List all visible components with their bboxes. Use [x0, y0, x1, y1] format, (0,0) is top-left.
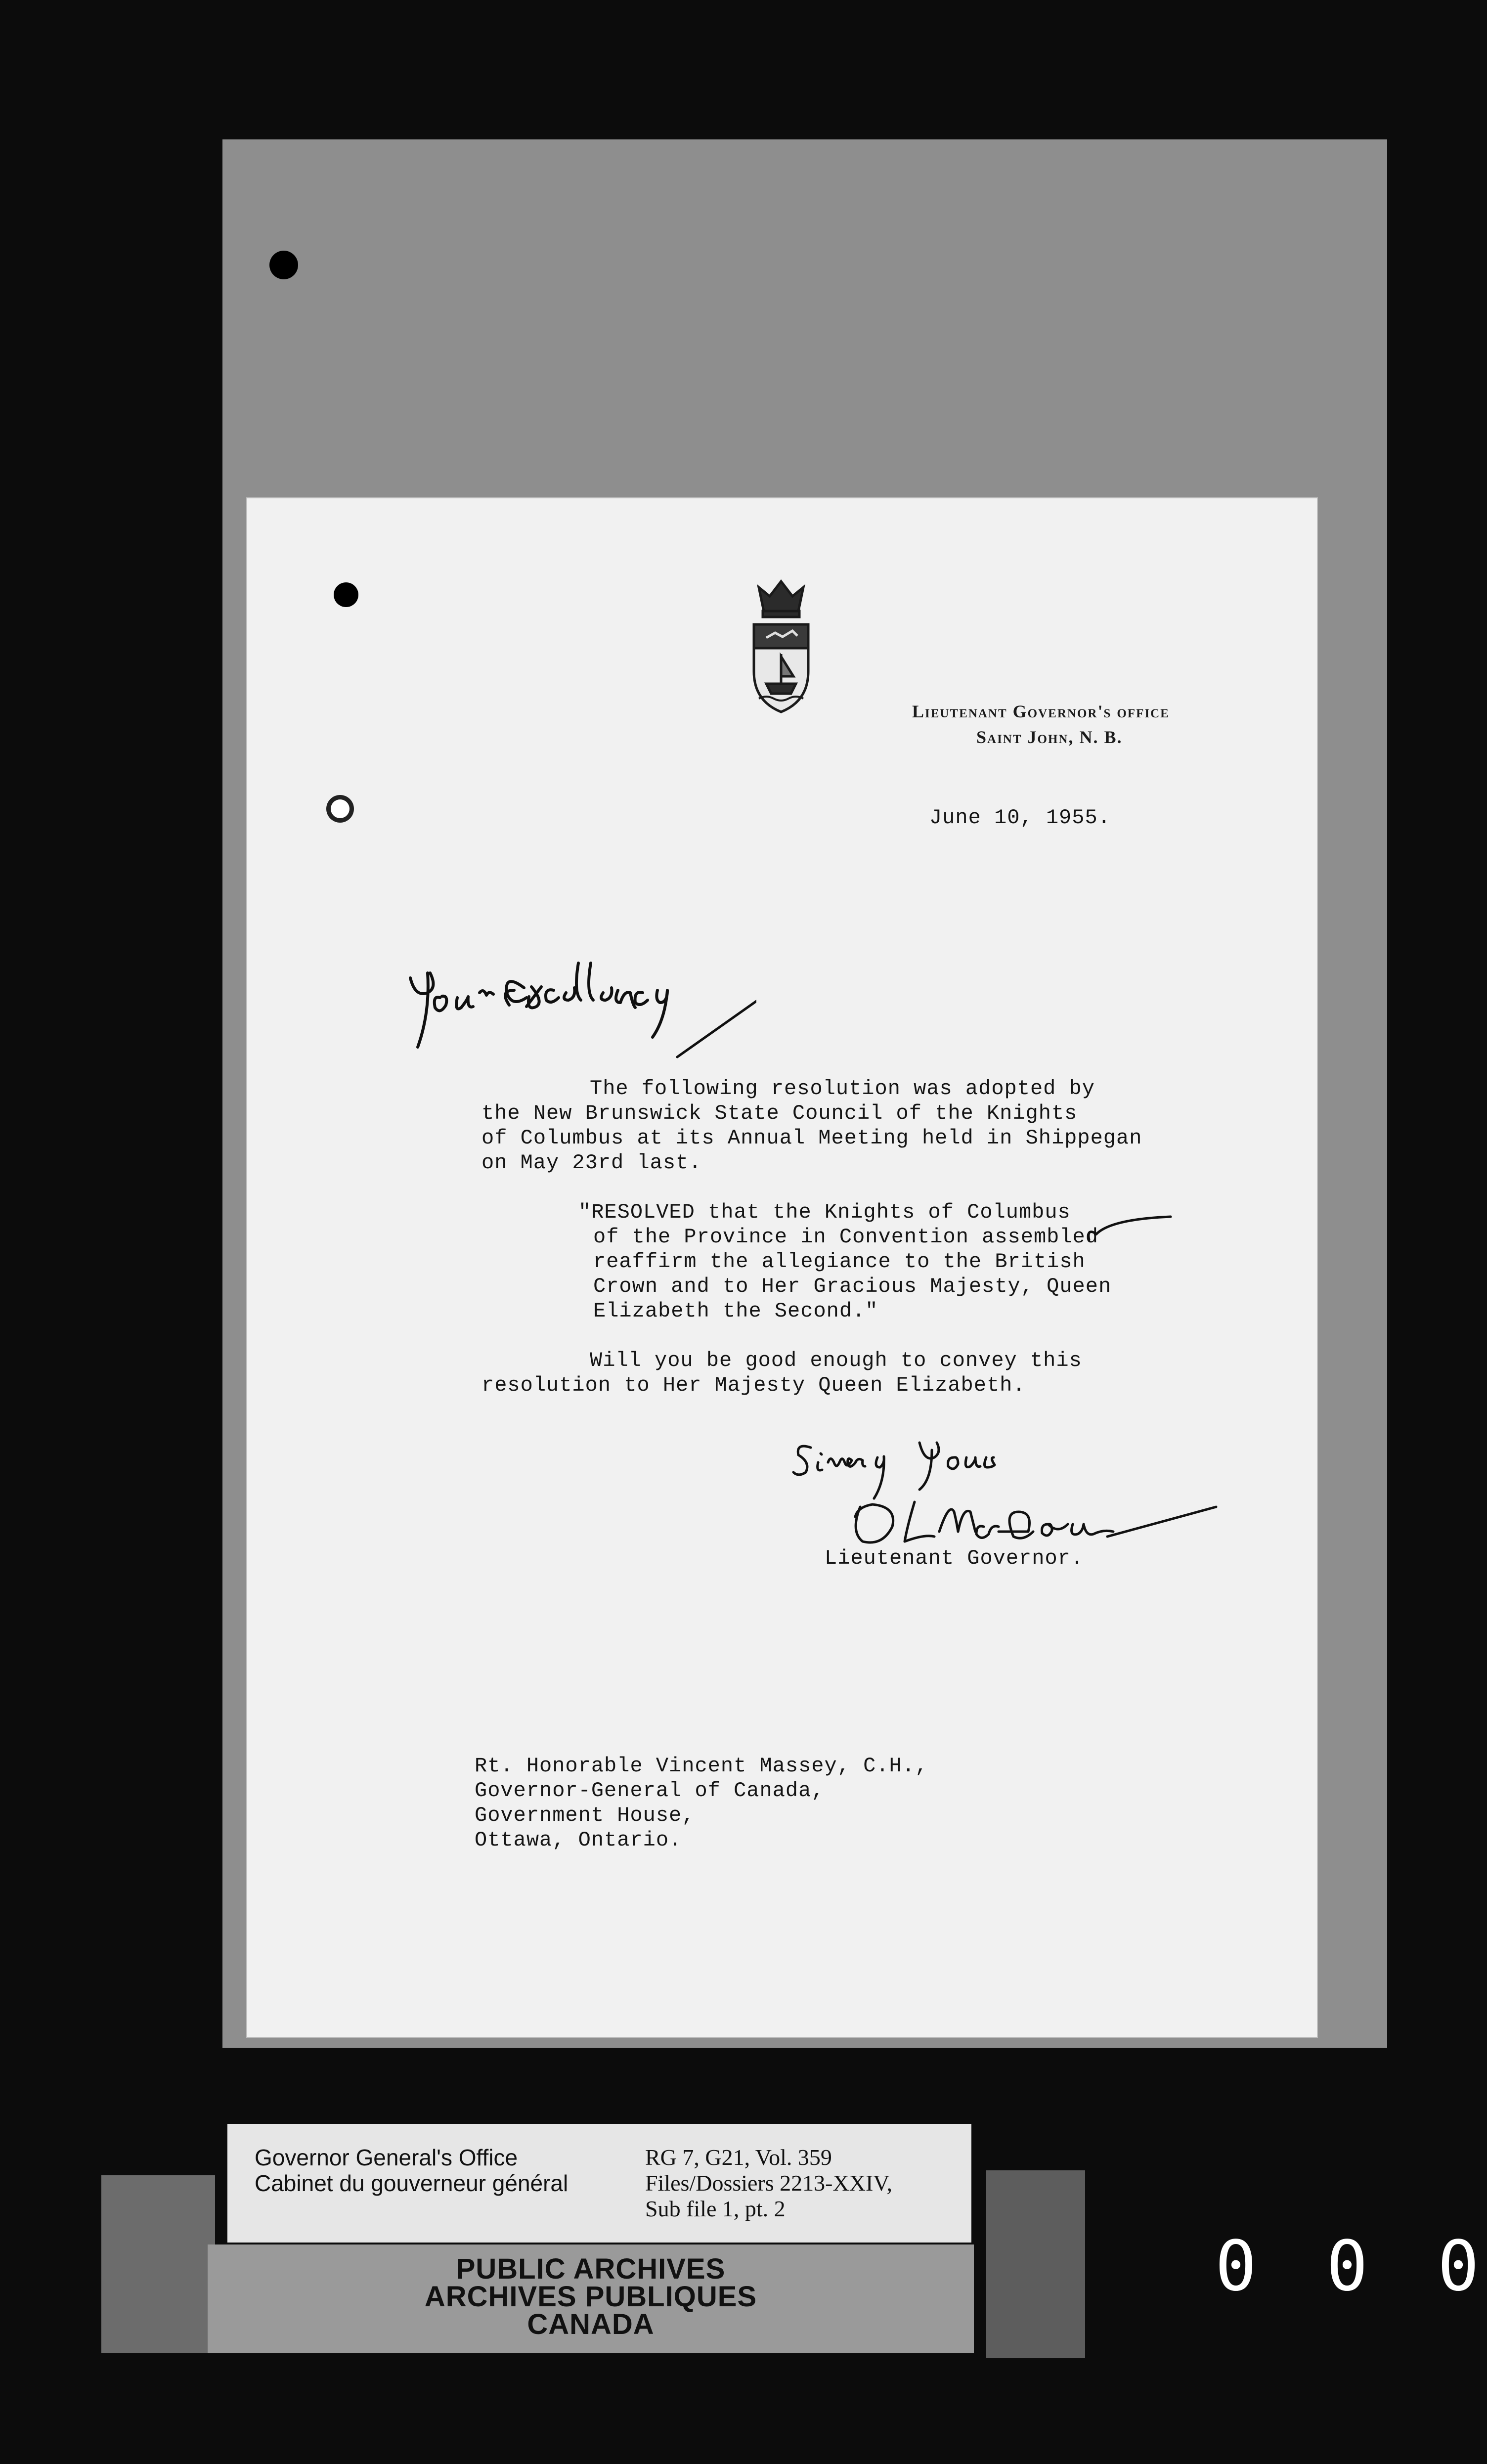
frame-counter-digit: 0 — [1437, 2226, 1480, 2307]
office-french: Cabinet du gouverneur général — [255, 2170, 569, 2196]
banner-line: ARCHIVES PUBLIQUES — [424, 2281, 757, 2313]
addressee-line: Governor-General of Canada, — [475, 1779, 825, 1803]
resolution-line: reaffirm the allegiance to the British — [593, 1250, 1086, 1274]
signer-title: Lieutenant Governor. — [825, 1546, 1084, 1570]
resolution-line: "RESOLVED that the Knights of Columbus — [578, 1200, 1071, 1224]
signature — [840, 1492, 1236, 1551]
paragraph2-line: Will you be good enough to convey this — [590, 1349, 1082, 1372]
pen-tick-mark — [1085, 1210, 1174, 1250]
addressee-line: Government House, — [475, 1804, 695, 1827]
letter-date: June 10, 1955. — [929, 806, 1111, 830]
punch-hole — [334, 582, 358, 607]
frame-counter-digit: 0 — [1326, 2226, 1368, 2307]
paragraph1-line: The following resolution was adopted by — [590, 1077, 1095, 1100]
office-english: Governor General's Office — [255, 2145, 518, 2170]
label-shadow-right — [986, 2170, 1085, 2358]
reference-line: Sub file 1, pt. 2 — [645, 2196, 786, 2221]
punch-hole — [326, 795, 354, 823]
paragraph1-line: of Columbus at its Annual Meeting held in Shippegan — [481, 1126, 1142, 1150]
frame-counter-digit: 0 — [1215, 2226, 1257, 2307]
letterhead-office: Lieutenant Governor's office — [912, 702, 1170, 721]
letterhead-city: Saint John, N. B. — [976, 727, 1123, 747]
letter-page — [247, 498, 1317, 2037]
addressee-line: Ottawa, Ontario. — [475, 1828, 682, 1852]
paragraph1-line: on May 23rd last. — [481, 1151, 702, 1175]
archive-reference-card — [227, 2124, 971, 2243]
handwritten-salutation — [400, 943, 756, 1072]
resolution-line: of the Province in Convention assembled — [593, 1225, 1098, 1249]
banner-line: CANADA — [527, 2308, 655, 2340]
banner-line: PUBLIC ARCHIVES — [456, 2253, 726, 2285]
reference-line: Files/Dossiers 2213-XXIV, — [645, 2170, 893, 2196]
paragraph2-line: resolution to Her Majesty Queen Elizabeth. — [481, 1373, 1026, 1397]
paragraph1-line: the New Brunswick State Council of the Knights — [481, 1101, 1078, 1125]
resolution-line: Crown and to Her Gracious Majesty, Queen — [593, 1275, 1112, 1298]
public-archives-banner — [208, 2244, 974, 2353]
resolution-line: Elizabeth the Second." — [593, 1299, 878, 1323]
coat-of-arms-icon — [744, 572, 818, 716]
reference-line: RG 7, G21, Vol. 359 — [645, 2145, 832, 2170]
label-shadow-left — [101, 2175, 215, 2353]
punch-hole — [269, 251, 298, 279]
handwritten-closing — [791, 1428, 1097, 1502]
addressee-line: Rt. Honorable Vincent Massey, C.H., — [475, 1754, 928, 1778]
